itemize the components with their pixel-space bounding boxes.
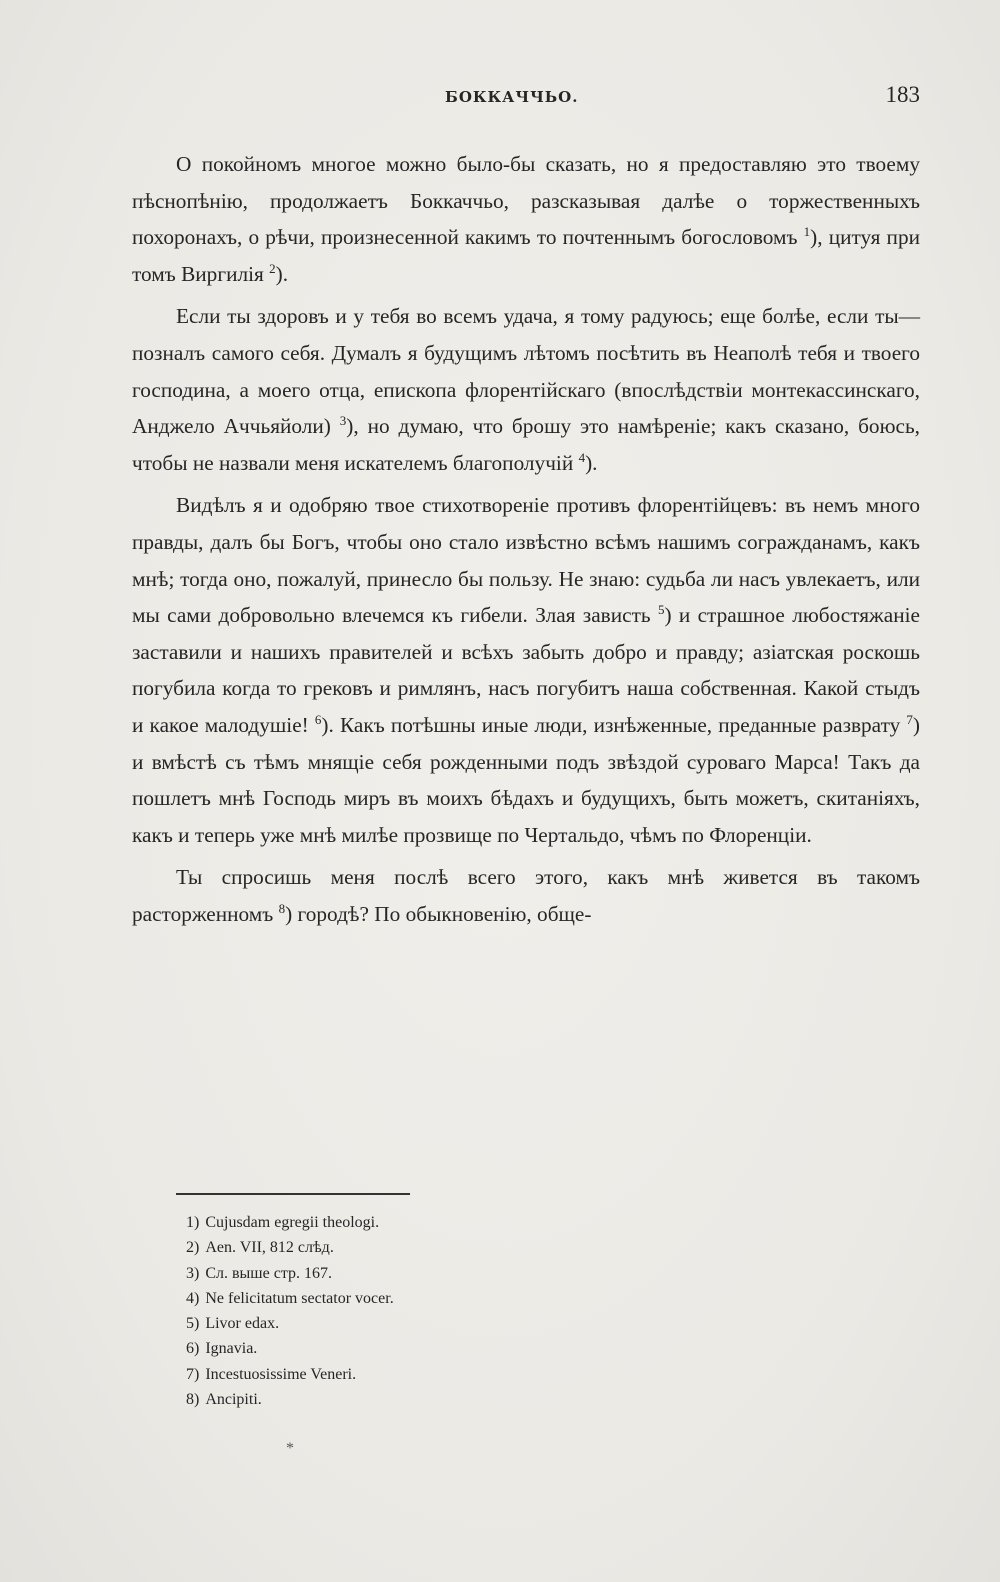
running-head	[130, 82, 920, 112]
footnote-number: 2)	[186, 1239, 200, 1257]
footnote-number: 6)	[186, 1340, 200, 1358]
footnote-number: 7)	[186, 1365, 200, 1383]
footnote-ref: 2	[269, 260, 276, 276]
footnote-item	[186, 1261, 686, 1286]
paragraph-text: ), цитуя при томъ Виргилія	[132, 225, 920, 286]
paragraph-text: ). Какъ потѣшны иные люди, изнѣженные, преданные разврату	[321, 712, 907, 737]
footnote-text: Livor edax.	[205, 1315, 280, 1333]
footnote-item	[186, 1336, 686, 1361]
footnote-ref: 4	[578, 449, 586, 465]
paragraph-text: ) и страшное любостяжаніе заставили и нашихъ правителей и всѣхъ забыть добро и правду; азіатская роскошь погубила когда то грековъ и римлянъ, насъ погубитъ наша собственная. Какой стыдъ и какое малодушіе!	[132, 603, 920, 737]
running-title: БОККАЧЧЬО.	[445, 88, 579, 106]
footnote-number: 5)	[186, 1315, 200, 1333]
footnote-item	[186, 1235, 686, 1260]
paragraph-text: ).	[275, 261, 289, 286]
footnote-rule	[176, 1193, 410, 1195]
footnotes	[186, 1210, 686, 1412]
footnote-ref: 3	[339, 413, 347, 429]
footnote-text: Ignavia.	[205, 1340, 258, 1358]
footnote-ref: 5	[657, 602, 665, 618]
paragraph-text: ) городѣ? По обыкновенію, обще-	[285, 901, 592, 926]
footnote-number: 1)	[186, 1214, 200, 1231]
paragraph-text: Если ты здоровъ и у тебя во всемъ удача, я тому радуюсь; еще болѣе, если ты—позналъ самого себя. Думалъ я будущимъ лѣтомъ посѣтить въ Неаполѣ тебя и твоего господина, а моего отца, епископа флорентійскаго (впослѣдствіи монтекассинскаго, Анджело Аччьяйоли)	[132, 304, 920, 439]
footnote-item	[186, 1362, 686, 1387]
paragraph	[132, 146, 920, 292]
footnote-ref: 7	[906, 711, 913, 727]
footnote-number: 4)	[186, 1289, 200, 1307]
footnote-item	[186, 1311, 686, 1336]
footnote-text: Aen. VII, 812 слѣд.	[205, 1239, 334, 1257]
footnote-text: Ne felicitatum sectator vocer.	[205, 1289, 394, 1307]
footnote-number: 3)	[186, 1264, 200, 1282]
paragraph	[132, 859, 920, 932]
paragraph-text: ) и вмѣстѣ съ тѣмъ мнящіе себя рожденными подъ звѣздой суроваго Марса! Такъ да пошлетъ мнѣ Господь миръ въ моихъ бѣдахъ и будущихъ, быть можетъ, скитаніяхъ, какъ и теперь уже мнѣ милѣе прозвище по Чертальдо, чѣмъ по Флоренціи.	[132, 712, 920, 847]
paragraph	[132, 298, 920, 481]
paragraph-text: Ты спросишь меня послѣ всего этого, какъ мнѣ живется въ такомъ расторженномъ	[132, 865, 920, 926]
footnote-ref: 8	[278, 900, 286, 916]
paragraph-text: О покойномъ многое можно было-бы сказать, но я предоставляю это твоему пѣснопѣнію, продолжаетъ Боккаччьо, разсказывая далѣе о торжественныхъ похоронахъ, о рѣчи, произнесенной какимъ то почтеннымъ богословомъ	[132, 152, 920, 250]
footnote-ref: 6	[314, 711, 322, 727]
footnote-item	[186, 1210, 686, 1235]
footnote-text: Сл. выше стр. 167.	[205, 1264, 332, 1282]
footnote-number: 8)	[186, 1391, 200, 1409]
signature-mark: *	[286, 1440, 294, 1457]
footnote-item	[186, 1286, 686, 1311]
page-number: 183	[885, 82, 920, 107]
paragraph	[132, 487, 920, 853]
footnote-text: Incestuosissime Veneri.	[205, 1365, 357, 1383]
footnote-text: Ancipiti.	[205, 1391, 262, 1409]
footnote-ref: 1	[803, 224, 811, 240]
footnote-item	[186, 1387, 686, 1412]
paragraph-text: ).	[585, 450, 598, 475]
paragraph-text: Видѣлъ я и одобряю твое стихотвореніе противъ флорентійцевъ: въ немъ много правды, далъ бы Богъ, чтобы оно стало извѣстно всѣмъ нашимъ согражданамъ, какъ мнѣ; тогда оно, пожалуй, принесло бы пользу. Не знаю: судьба ли насъ увлекаетъ, или мы сами добровольно влечемся къ гибели. Злая зависть	[132, 493, 920, 628]
body-text	[132, 146, 920, 938]
footnote-text: Cujusdam egregii theologi.	[205, 1214, 380, 1231]
paragraph-text: ), но думаю, что брошу это намѣреніе; какъ сказано, боюсь, чтобы не назвали меня искателемъ благополучій	[132, 414, 920, 475]
